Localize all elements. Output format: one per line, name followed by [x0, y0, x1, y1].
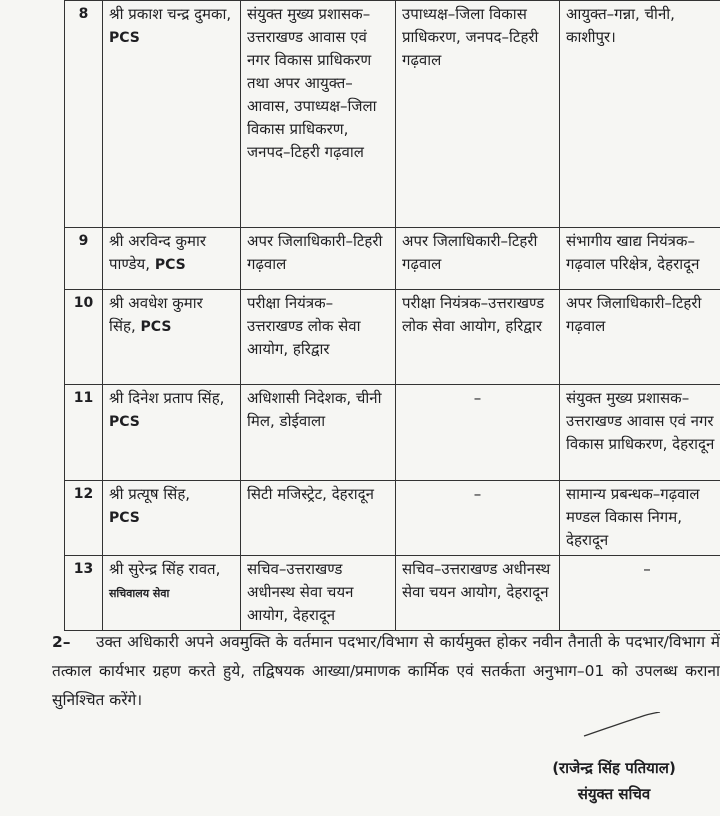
signatory-name: (राजेन्द्र सिंह पतियाल)	[552, 759, 676, 777]
serial-number: 8	[65, 1, 103, 228]
service-label: PCS	[109, 510, 140, 526]
paragraph-number: 2–	[52, 633, 71, 651]
service-label: PCS	[109, 414, 140, 430]
current-post: सचिव–उत्तराखण्ड अधीनस्थ सेवा चयन आयोग, देहरादून	[241, 556, 396, 631]
serial-number: 13	[65, 556, 103, 631]
table-row	[65, 228, 720, 290]
relieved-post: –	[396, 385, 560, 481]
current-post: अधिशासी निदेशक, चीनी मिल, डोईवाला	[241, 385, 396, 481]
relieved-post: अपर जिलाधिकारी–टिहरी गढ़वाल	[396, 228, 560, 290]
paragraph-text: उक्त अधिकारी अपने अवमुक्ति के वर्तमान पदभार/विभाग से कार्यमुक्त होकर नवीन तैनाती के पदभार/विभाग में तत्काल कार्यभार ग्रहण करते हुये, तद्विषयक आख्या/प्रमाणक कार्मिक एवं सतर्कता अनुभाग–01 को उपलब्ध कराना सुनिश्चित करेंगे।	[52, 633, 720, 709]
serial-number: 12	[65, 481, 103, 556]
service-label: PCS	[154, 257, 186, 273]
officer-name: श्री सुरेन्द्र सिंह रावत,	[109, 560, 221, 578]
officer-name: श्री अरविन्द कुमार पाण्डेय,	[109, 232, 206, 273]
transfer-table	[64, 0, 720, 631]
signatory-designation: संयुक्त सचिव	[577, 785, 651, 803]
officer-name-cell	[103, 481, 241, 556]
instruction-paragraph	[52, 628, 720, 715]
officer-name: श्री प्रत्यूष सिंह,	[109, 485, 191, 503]
officer-name-cell	[103, 290, 241, 385]
signature-stroke	[582, 712, 662, 738]
service-label: सचिवालय सेवा	[109, 587, 170, 600]
table-row	[65, 481, 720, 556]
relieved-post: उपाध्यक्ष–जिला विकास प्राधिकरण, जनपद–टिहरी गढ़वाल	[396, 1, 560, 228]
officer-name-cell	[103, 385, 241, 481]
table-row	[65, 290, 720, 385]
relieved-post: –	[396, 481, 560, 556]
current-post: परीक्षा नियंत्रक–उत्तराखण्ड लोक सेवा आयोग, हरिद्वार	[241, 290, 396, 385]
new-post: सामान्य प्रबन्धक–गढ़वाल मण्डल विकास निगम, देहरादून	[560, 481, 720, 556]
officer-name-cell	[103, 556, 241, 631]
officer-name: श्री प्रकाश चन्द्र दुमका,	[109, 5, 232, 23]
new-post: –	[560, 556, 720, 631]
officer-name: श्री दिनेश प्रताप सिंह,	[109, 389, 225, 407]
officer-name: श्री अवधेश कुमार सिंह,	[109, 294, 203, 335]
new-post: संयुक्त मुख्य प्रशासक–उत्तराखण्ड आवास एवं नगर विकास प्राधिकरण, देहरादून	[560, 385, 720, 481]
new-post: अपर जिलाधिकारी–टिहरी गढ़वाल	[560, 290, 720, 385]
officer-name-cell	[103, 228, 241, 290]
new-post: आयुक्त–गन्ना, चीनी, काशीपुर।	[560, 1, 720, 228]
table-row	[65, 385, 720, 481]
new-post: संभागीय खाद्य नियंत्रक–गढ़वाल परिक्षेत्र, देहरादून	[560, 228, 720, 290]
relieved-post: परीक्षा नियंत्रक–उत्तराखण्ड लोक सेवा आयोग, हरिद्वार	[396, 290, 560, 385]
officer-name-cell	[103, 1, 241, 228]
current-post: संयुक्त मुख्य प्रशासक–उत्तराखण्ड आवास एवं नगर विकास प्राधिकरण तथा अपर आयुक्त–आवास, उपाध्यक्ष–जिला विकास प्राधिकरण, जनपद–टिहरी गढ़वाल	[241, 1, 396, 228]
table-row	[65, 1, 720, 228]
service-label: PCS	[140, 319, 172, 335]
service-label: PCS	[109, 30, 140, 46]
serial-number: 9	[65, 228, 103, 290]
current-post: अपर जिलाधिकारी–टिहरी गढ़वाल	[241, 228, 396, 290]
current-post: सिटी मजिस्ट्रेट, देहरादून	[241, 481, 396, 556]
serial-number: 11	[65, 385, 103, 481]
table-row	[65, 556, 720, 631]
relieved-post: सचिव–उत्तराखण्ड अधीनस्थ सेवा चयन आयोग, देहरादून	[396, 556, 560, 631]
serial-number: 10	[65, 290, 103, 385]
